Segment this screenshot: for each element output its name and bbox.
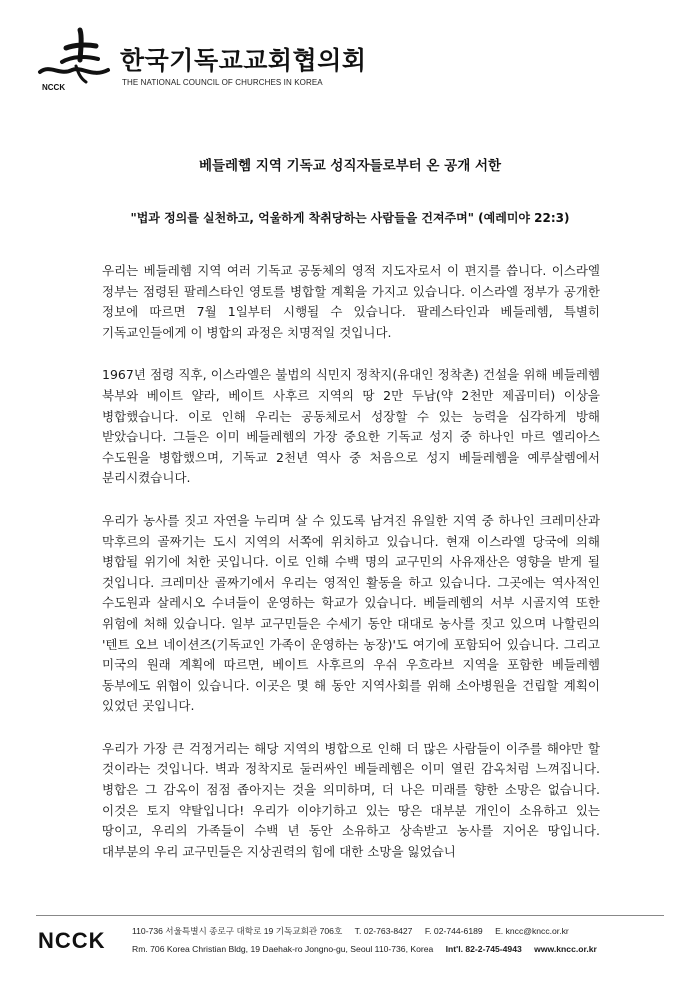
paragraph-4: 우리가 가장 큰 걱정거리는 해당 지역의 병합으로 인해 더 많은 사람들이 이주를 해야만 할 것이라는 것입니다. 벽과 정착지로 둘러싸인 베들레헴은 이미 열린 감옥처럼 느껴집니다. 병합은 그 감옥이 점점 좁아지는 것을 의미하며, 더 나은 미래를 향한 소망은 없습니다. 이것은 토지 약탈입니다! 우리가 이야기하고 있는 땅은 대부분 개인이 소유하고 있는 땅이고, 우리의 가족들이 수백 년 동안 소유하고 상속받고 농사를 지어온 땅입니다. 대부분의 우리 교구민들은 지상권력의 힘에 대한 소망을 잃었습니 [102, 740, 600, 859]
footer-line-2 [132, 940, 672, 958]
address-english: Rm. 706 Korea Christian Bldg, 19 Daehak-ro Jongno-gu, Seoul 110-736, Korea [132, 944, 434, 954]
website-link[interactable]: www.kncc.or.kr [534, 944, 597, 954]
fax: F. 02-744-6189 [424, 926, 483, 936]
paragraph-2: 1967년 점령 직후, 이스라엘은 불법의 식민지 정착지(유대인 정착촌) 건설을 위해 베들레헴 북부와 베이트 얄라, 베이트 사후르 지역의 땅 2만 두남(약 2천만 제곱미터) 이상을 병합했습니다. 이로 인해 우리는 공동체로서 성장할 수 있는 능력을 심각하게 방해 받았습니다. 그들은 이미 베들레헴의 가장 중요한 기독교 성지 중 하나인 마르 엘리아스 수도원을 병합했으며, 기독교 2천년 역사 중 처음으로 성지 베들레헴을 예루살렘에서 분리시켰습니다. [102, 367, 600, 486]
paragraph-3: 우리가 농사를 짓고 자연을 누리며 살 수 있도록 남겨진 유일한 지역 중 하나인 크레미산과 막후르의 골짜기는 도시 지역의 서쪽에 위치하고 있습니다. 현재 이스라엘 당국에 의해 병합될 위기에 처한 곳입니다. 이로 인해 수백 명의 교구민의 사유재산은 영향을 받게 될 것입니다. 크레미산 골짜기에서 우리는 영적인 활동을 하고 있습니다. 그곳에는 역사적인 수도원과 살레시오 수녀들이 운영하는 학교가 있습니다. 베들레헴의 서부 시골지역 또한 위험에 처해 있습니다. 일부 교구민들은 수세기 동안 대대로 농사를 짓고 있으며 나할린의 '텐트 오브 네이션즈(기독교인 가족이 운영하는 농장)'도 여기에 포함되어 있습니다. 그리고 미국의 원래 계획에 따르면, 베이트 사후르의 우쉬 우흐라브 지역을 포함한 베들레헴 동부에도 위협이 있습니다. 이곳은 몇 해 동안 지역사회를 위해 소아병원을 건립할 계획이 있었던 곳입니다. [102, 512, 600, 714]
intl-phone: Int'l. 82-2-745-4943 [445, 944, 522, 954]
ncck-footer-logo-icon [38, 926, 118, 954]
footer-logo-label: NCCK [38, 928, 106, 953]
document-title: 베들레헴 지역 기독교 성직자들로부터 온 공개 서한 [198, 158, 502, 174]
address-korean: 110-736 서울특별시 종로구 대학로 19 기독교회관 706호 [132, 926, 343, 936]
org-name-english: THE NATIONAL COUNCIL OF CHURCHES IN KOREA [122, 78, 323, 87]
paragraph-1: 우리는 베들레헴 지역 여러 기독교 공동체의 영적 지도자로서 이 편지를 씁니다. 이스라엘 정부는 점령된 팔레스타인 영토를 병합할 계획을 가지고 있습니다. 이스라엘 정부가 공개한 정보에 따르면 7월 1일부터 시행될 수 있습니다. 팔레스타인과 베들레헴, 특별히 기독교인들에게 이 병합의 과정은 치명적일 것입니다. [102, 263, 600, 340]
footer-line-1 [132, 922, 672, 940]
letter-body [102, 261, 600, 884]
ncck-logo-icon [36, 26, 112, 94]
email-link[interactable]: E. kncc@kncc.or.kr [495, 926, 569, 936]
footer-contact [132, 922, 672, 958]
logo-label: NCCK [42, 83, 66, 92]
org-name-korean: 한국기독교교회협의회 [120, 46, 367, 75]
telephone: T. 02-763-8427 [354, 926, 413, 936]
footer [36, 922, 666, 962]
footer-divider [36, 915, 664, 916]
letterhead [36, 26, 436, 94]
epigraph-quote: "법과 정의를 실천하고, 억울하게 착취당하는 사람들을 건져주며" (예레미야 22:3) [130, 211, 570, 225]
